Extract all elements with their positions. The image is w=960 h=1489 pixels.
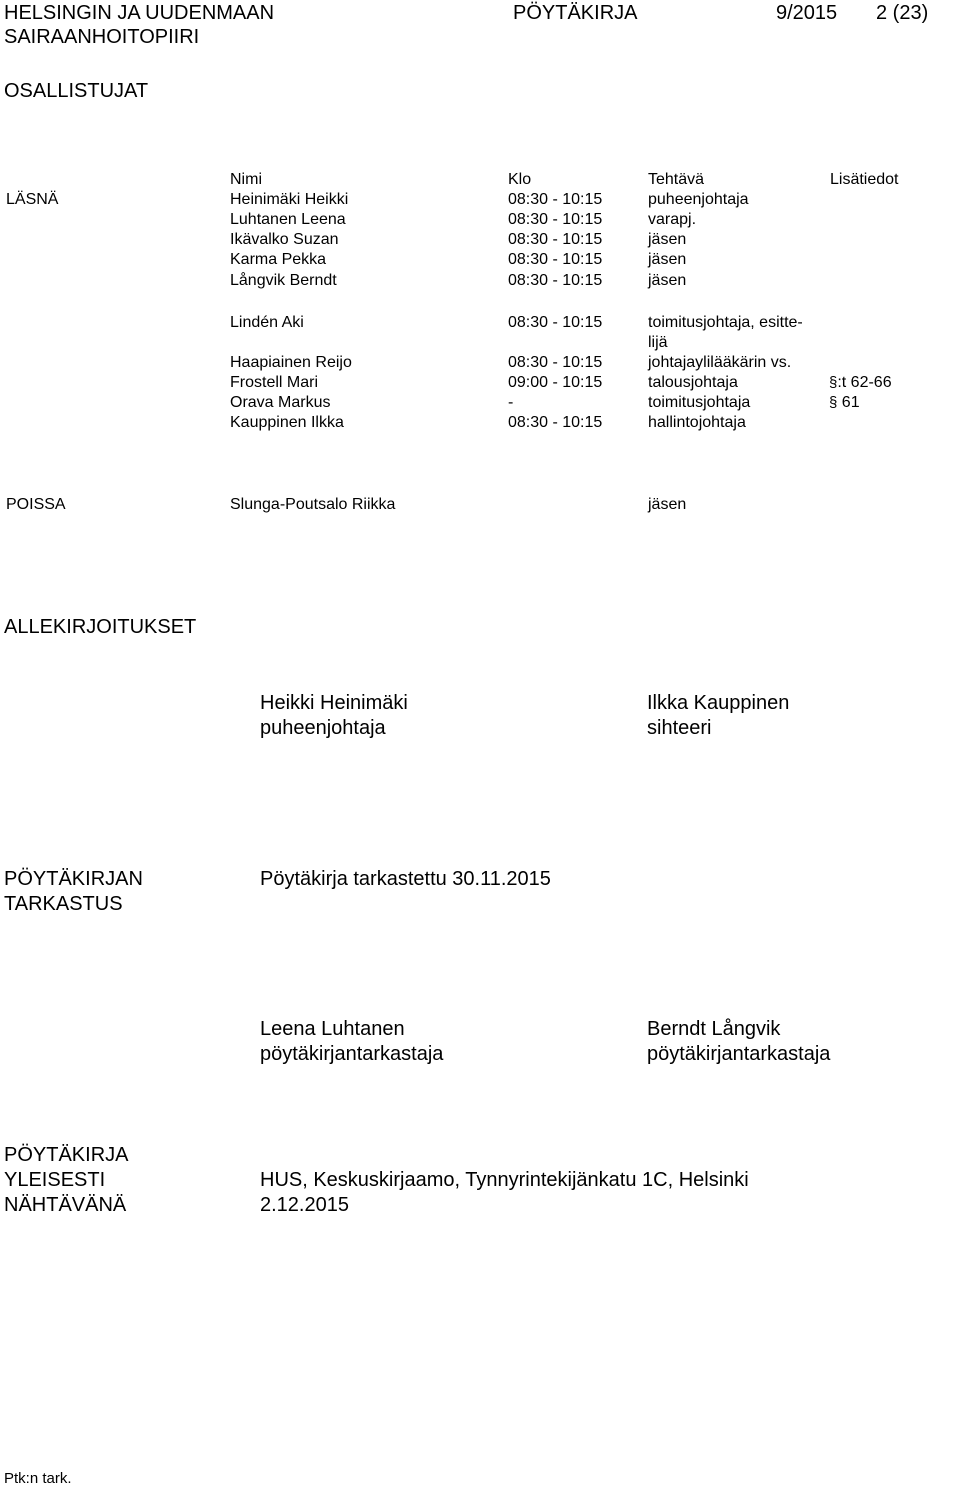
member-time: 08:30 - 10:15 [508, 211, 603, 228]
member-time: 08:30 - 10:15 [508, 251, 603, 268]
participant-name: Kauppinen Ilkka [230, 414, 344, 431]
participants-heading: OSALLISTUJAT [4, 80, 149, 102]
public-date: 2.12.2015 [260, 1194, 349, 1216]
participant-role: toimitusjohtaja [648, 394, 751, 411]
absent-name: Slunga-Poutsalo Riikka [230, 496, 396, 513]
org-name-line2: SAIRAANHOITOPIIRI [4, 26, 200, 48]
member-role: jäsen [648, 231, 687, 248]
member-time: 08:30 - 10:15 [508, 191, 603, 208]
org-name-line1: HELSINGIN JA UUDENMAAN [4, 2, 275, 24]
absent-label: POISSA [6, 496, 66, 513]
review-text: Pöytäkirja tarkastettu 30.11.2015 [260, 868, 551, 890]
member-name: Ikävalko Suzan [230, 231, 339, 248]
public-location: HUS, Keskuskirjaamo, Tynnyrintekijänkatu 1C, Helsinki [260, 1169, 749, 1191]
section-sign-icon: § [829, 374, 838, 391]
participant-time: 08:30 - 10:15 [508, 414, 603, 431]
reviewer-right-name: Berndt Långvik [647, 1018, 781, 1040]
participant-info: § 61 [829, 394, 860, 411]
column-header-time: Klo [508, 171, 532, 188]
review-heading-line1: PÖYTÄKIRJAN [4, 868, 143, 890]
section-sign-icon: § [829, 394, 838, 411]
public-heading-line2: YLEISESTI [4, 1169, 106, 1191]
reviewer-left-name: Leena Luhtanen [260, 1018, 405, 1040]
member-time: 08:30 - 10:15 [508, 231, 603, 248]
member-name: Heinimäki Heikki [230, 191, 349, 208]
participant-role: hallintojohtaja [648, 414, 746, 431]
column-header-name: Nimi [230, 171, 262, 188]
participant-time: 09:00 - 10:15 [508, 374, 603, 391]
participant-time: 08:30 - 10:15 [508, 314, 603, 331]
participant-name: Lindén Aki [230, 314, 304, 331]
signer-left-title: puheenjohtaja [260, 717, 386, 739]
participant-info: §:t 62-66 [829, 374, 892, 391]
member-role: jäsen [648, 272, 687, 289]
participant-name: Frostell Mari [230, 374, 319, 391]
member-name: Karma Pekka [230, 251, 327, 268]
public-heading-line1: PÖYTÄKIRJA [4, 1144, 129, 1166]
signer-right-title: sihteeri [647, 717, 712, 739]
member-role: jäsen [648, 251, 687, 268]
signer-right-name: Ilkka Kauppinen [647, 692, 790, 714]
participant-name: Haapiainen Reijo [230, 354, 352, 371]
participant-role: talousjohtaja [648, 374, 738, 391]
present-label: LÄSNÄ [6, 191, 59, 208]
page-number: 2 (23) [876, 2, 929, 24]
reviewer-left-title: pöytäkirjantarkastaja [260, 1043, 444, 1065]
review-heading-line2: TARKASTUS [4, 893, 123, 915]
member-time: 08:30 - 10:15 [508, 272, 603, 289]
public-heading-line3: NÄHTÄVÄNÄ [4, 1194, 127, 1216]
reviewer-right-title: pöytäkirjantarkastaja [647, 1043, 831, 1065]
signer-left-name: Heikki Heinimäki [260, 692, 408, 714]
participant-role-continued: lijä [648, 334, 668, 351]
member-name: Långvik Berndt [230, 272, 337, 289]
participant-role: johtajaylilääkärin vs. [648, 354, 792, 371]
signatures-heading: ALLEKIRJOITUKSET [4, 616, 197, 638]
member-role: puheenjohtaja [648, 191, 749, 208]
member-role: varapj. [648, 211, 697, 228]
participant-time: 08:30 - 10:15 [508, 354, 603, 371]
absent-role: jäsen [648, 496, 687, 513]
footer-note: Ptk:n tark. [4, 1470, 72, 1487]
column-header-role: Tehtävä [648, 171, 705, 188]
participant-role: toimitusjohtaja, esitte- [648, 314, 803, 331]
participant-time: - [508, 394, 514, 411]
doc-number: 9/2015 [776, 2, 838, 24]
member-name: Luhtanen Leena [230, 211, 346, 228]
participant-name: Orava Markus [230, 394, 331, 411]
column-header-info: Lisätiedot [830, 171, 899, 188]
doc-type: PÖYTÄKIRJA [513, 2, 638, 24]
